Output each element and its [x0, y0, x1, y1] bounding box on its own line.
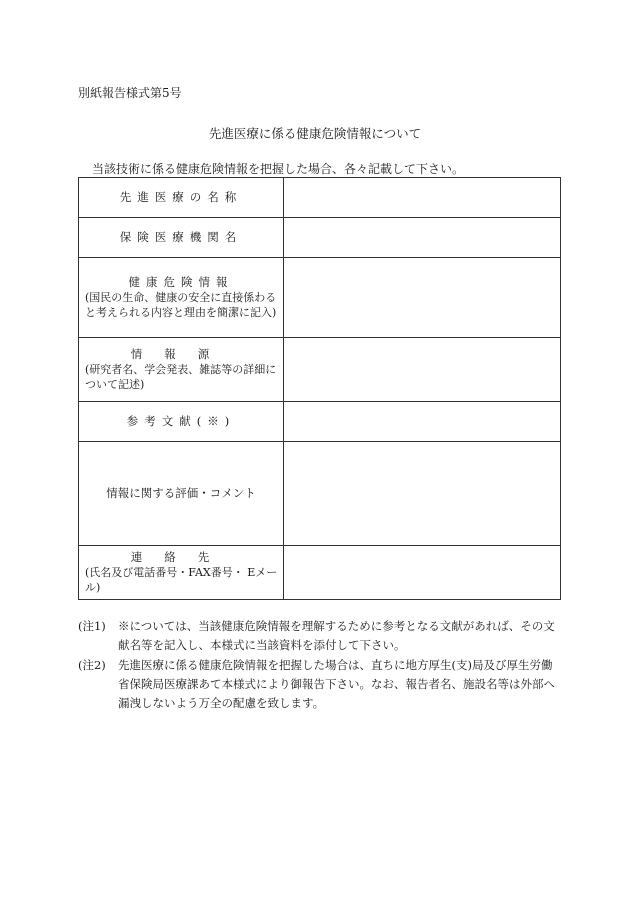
field-label-contact: 連絡先 (氏名及び電話番号・FAX番号・ Eメール): [79, 546, 284, 600]
table-row: [79, 402, 561, 442]
field-value-information-source[interactable]: [284, 338, 561, 402]
field-label-information-source-note: (研究者名、学会発表、雑誌等の詳細について記述): [85, 363, 277, 391]
report-form-table: [78, 177, 561, 600]
table-row: [79, 178, 561, 218]
note-1-text: ※については、当該健康危険情報を理解するために参考となる文献があれば、その文献名等を記入し、本様式に当該資料を添付して下さい。: [118, 619, 555, 652]
table-row: [79, 442, 561, 546]
field-label-health-risk-info: 健康危険情報 (国民の生命、健康の安全に直接係わると考えられる内容と理由を簡潔に記入): [79, 258, 284, 338]
instruction-text: 当該技術に係る健康危険情報を把握した場合、各々記載して下さい。: [92, 162, 465, 176]
note-1: [78, 617, 558, 655]
field-value-evaluation-comment[interactable]: [284, 442, 561, 546]
page-title: 先進医療に係る健康危険情報について: [208, 126, 422, 141]
field-value-references[interactable]: [284, 402, 561, 442]
table-row: [79, 258, 561, 338]
table-row: [79, 218, 561, 258]
form-number: 別紙報告様式第5号: [78, 86, 182, 100]
field-label-evaluation-comment: 情報に関する評価・コメント: [79, 442, 284, 546]
field-value-institution-name[interactable]: [284, 218, 561, 258]
field-label-references: 参考文献(※): [79, 402, 284, 442]
note-2-text: 先進医療に係る健康危険情報を把握した場合は、直ちに地方厚生(支)局及び厚生労働省保険局医療課あて本様式により御報告下さい。なお、報告者名、施設名等は外部へ漏洩しないよう万全の配慮を致します。: [118, 658, 555, 710]
note-2: [78, 656, 558, 713]
field-label-health-risk-info-note: (国民の生命、健康の安全に直接係わると考えられる内容と理由を簡潔に記入): [85, 291, 277, 319]
table-row: [79, 546, 561, 600]
note-2-mark: (注2): [78, 658, 106, 672]
field-label-technology-name: 先進医療の名称: [79, 178, 284, 218]
field-value-health-risk-info[interactable]: [284, 258, 561, 338]
note-1-mark: (注1): [78, 619, 106, 633]
field-label-contact-note: (氏名及び電話番号・FAX番号・ Eメール): [85, 566, 278, 594]
field-label-information-source: 情報源 (研究者名、学会発表、雑誌等の詳細について記述): [79, 338, 284, 402]
table-row: [79, 338, 561, 402]
field-value-technology-name[interactable]: [284, 178, 561, 218]
field-label-institution-name: 保険医療機関名: [79, 218, 284, 258]
notes-section: [78, 617, 558, 714]
field-value-contact[interactable]: [284, 546, 561, 600]
